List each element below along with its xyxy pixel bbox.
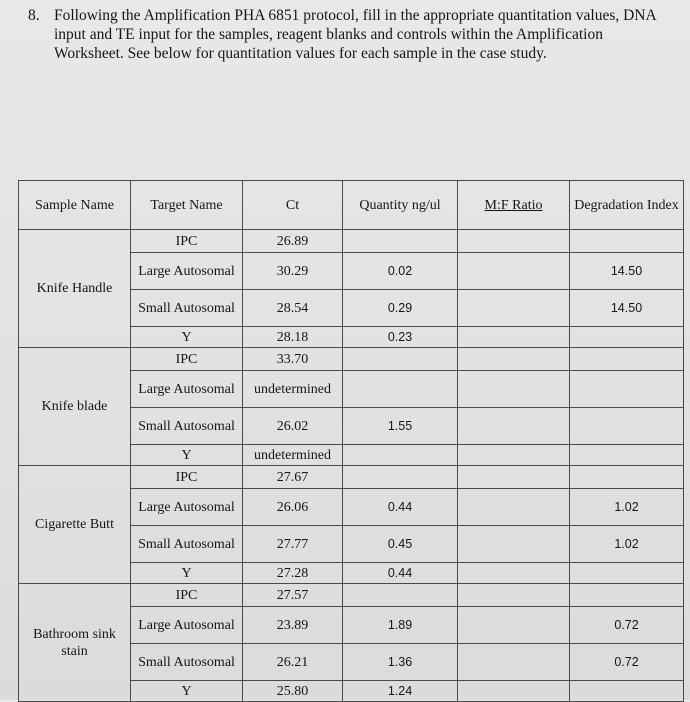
- mf-ratio-cell: [458, 253, 570, 290]
- degradation-cell: [570, 681, 684, 702]
- quantity-cell: [343, 348, 458, 371]
- target-cell: Large Autosomal: [131, 253, 243, 290]
- sample-name-cell: Knife blade: [19, 348, 131, 466]
- sample-name-cell: Knife Handle: [19, 230, 131, 348]
- ct-cell: 27.28: [243, 563, 343, 584]
- degradation-cell: 0.72: [570, 644, 684, 681]
- ct-cell: 26.02: [243, 408, 343, 445]
- target-cell: Large Autosomal: [131, 607, 243, 644]
- mf-ratio-cell: [458, 408, 570, 445]
- ct-cell: 33.70: [243, 348, 343, 371]
- degradation-cell: [570, 408, 684, 445]
- ct-cell: 27.77: [243, 526, 343, 563]
- sample-name-cell: Cigarette Butt: [19, 466, 131, 584]
- degradation-cell: [570, 348, 684, 371]
- table-row: [19, 584, 684, 607]
- quantitation-table: [18, 180, 684, 702]
- target-cell: IPC: [131, 466, 243, 489]
- target-cell: Y: [131, 681, 243, 702]
- quantity-cell: [343, 371, 458, 408]
- mf-ratio-cell: [458, 644, 570, 681]
- quantity-cell: 1.55: [343, 408, 458, 445]
- target-cell: Y: [131, 445, 243, 466]
- ct-cell: 27.67: [243, 466, 343, 489]
- quantity-cell: [343, 445, 458, 466]
- quantity-cell: [343, 230, 458, 253]
- quantity-cell: 1.36: [343, 644, 458, 681]
- header-degradation-index: Degradation Index: [570, 181, 684, 230]
- mf-ratio-cell: [458, 607, 570, 644]
- mf-ratio-cell: [458, 348, 570, 371]
- sample-name-cell: Bathroom sink stain: [19, 584, 131, 702]
- degradation-cell: [570, 445, 684, 466]
- quantity-cell: 1.89: [343, 607, 458, 644]
- degradation-cell: [570, 466, 684, 489]
- quantity-cell: 0.44: [343, 563, 458, 584]
- degradation-cell: 14.50: [570, 290, 684, 327]
- degradation-cell: [570, 230, 684, 253]
- ct-cell: 28.18: [243, 327, 343, 348]
- ct-cell: 23.89: [243, 607, 343, 644]
- ct-cell: 28.54: [243, 290, 343, 327]
- table-row: [19, 230, 684, 253]
- ct-cell: 25.80: [243, 681, 343, 702]
- mf-ratio-cell: [458, 466, 570, 489]
- mf-ratio-cell: [458, 563, 570, 584]
- ct-cell: 30.29: [243, 253, 343, 290]
- target-cell: IPC: [131, 584, 243, 607]
- table-header-row: [19, 181, 684, 230]
- degradation-cell: [570, 327, 684, 348]
- target-cell: Small Autosomal: [131, 644, 243, 681]
- quantity-cell: 0.02: [343, 253, 458, 290]
- target-cell: Small Autosomal: [131, 526, 243, 563]
- mf-ratio-cell: [458, 230, 570, 253]
- target-cell: Y: [131, 327, 243, 348]
- ct-cell: 26.21: [243, 644, 343, 681]
- mf-ratio-cell: [458, 327, 570, 348]
- degradation-cell: [570, 371, 684, 408]
- table-row: [19, 348, 684, 371]
- ct-cell: undetermined: [243, 371, 343, 408]
- quantity-cell: [343, 584, 458, 607]
- question-8: [28, 6, 668, 63]
- mf-ratio-cell: [458, 681, 570, 702]
- header-sample-name: Sample Name: [19, 181, 131, 230]
- degradation-cell: 0.72: [570, 607, 684, 644]
- degradation-cell: 14.50: [570, 253, 684, 290]
- header-mf-ratio: [458, 181, 570, 230]
- quantity-cell: 0.45: [343, 526, 458, 563]
- mf-ratio-cell: [458, 489, 570, 526]
- header-target-name: Target Name: [131, 181, 243, 230]
- mf-ratio-cell: [458, 584, 570, 607]
- table-row: [19, 466, 684, 489]
- question-number: 8.: [28, 7, 40, 24]
- target-cell: Large Autosomal: [131, 371, 243, 408]
- target-cell: IPC: [131, 348, 243, 371]
- target-cell: Small Autosomal: [131, 408, 243, 445]
- mf-ratio-cell: [458, 290, 570, 327]
- target-cell: IPC: [131, 230, 243, 253]
- quantity-cell: [343, 466, 458, 489]
- quantity-cell: 0.29: [343, 290, 458, 327]
- question-text: Following the Amplification PHA 6851 protocol, fill in the appropriate quantitation values, DNA input and TE input for the samples, reagent blanks and controls within the Amplification Worksheet. See below for quantitation values for each sample in the case study.: [54, 7, 656, 62]
- header-mf-ratio-label: M:F Ratio: [484, 197, 543, 213]
- degradation-cell: [570, 584, 684, 607]
- header-ct: Ct: [243, 181, 343, 230]
- quantity-cell: 0.23: [343, 327, 458, 348]
- target-cell: Y: [131, 563, 243, 584]
- ct-cell: 26.06: [243, 489, 343, 526]
- quantity-cell: 1.24: [343, 681, 458, 702]
- quantity-cell: 0.44: [343, 489, 458, 526]
- target-cell: Large Autosomal: [131, 489, 243, 526]
- degradation-cell: 1.02: [570, 489, 684, 526]
- ct-cell: 26.89: [243, 230, 343, 253]
- degradation-cell: 1.02: [570, 526, 684, 563]
- target-cell: Small Autosomal: [131, 290, 243, 327]
- header-quantity: Quantity ng/ul: [343, 181, 458, 230]
- mf-ratio-cell: [458, 526, 570, 563]
- mf-ratio-cell: [458, 371, 570, 408]
- ct-cell: 27.57: [243, 584, 343, 607]
- mf-ratio-cell: [458, 445, 570, 466]
- ct-cell: undetermined: [243, 445, 343, 466]
- degradation-cell: [570, 563, 684, 584]
